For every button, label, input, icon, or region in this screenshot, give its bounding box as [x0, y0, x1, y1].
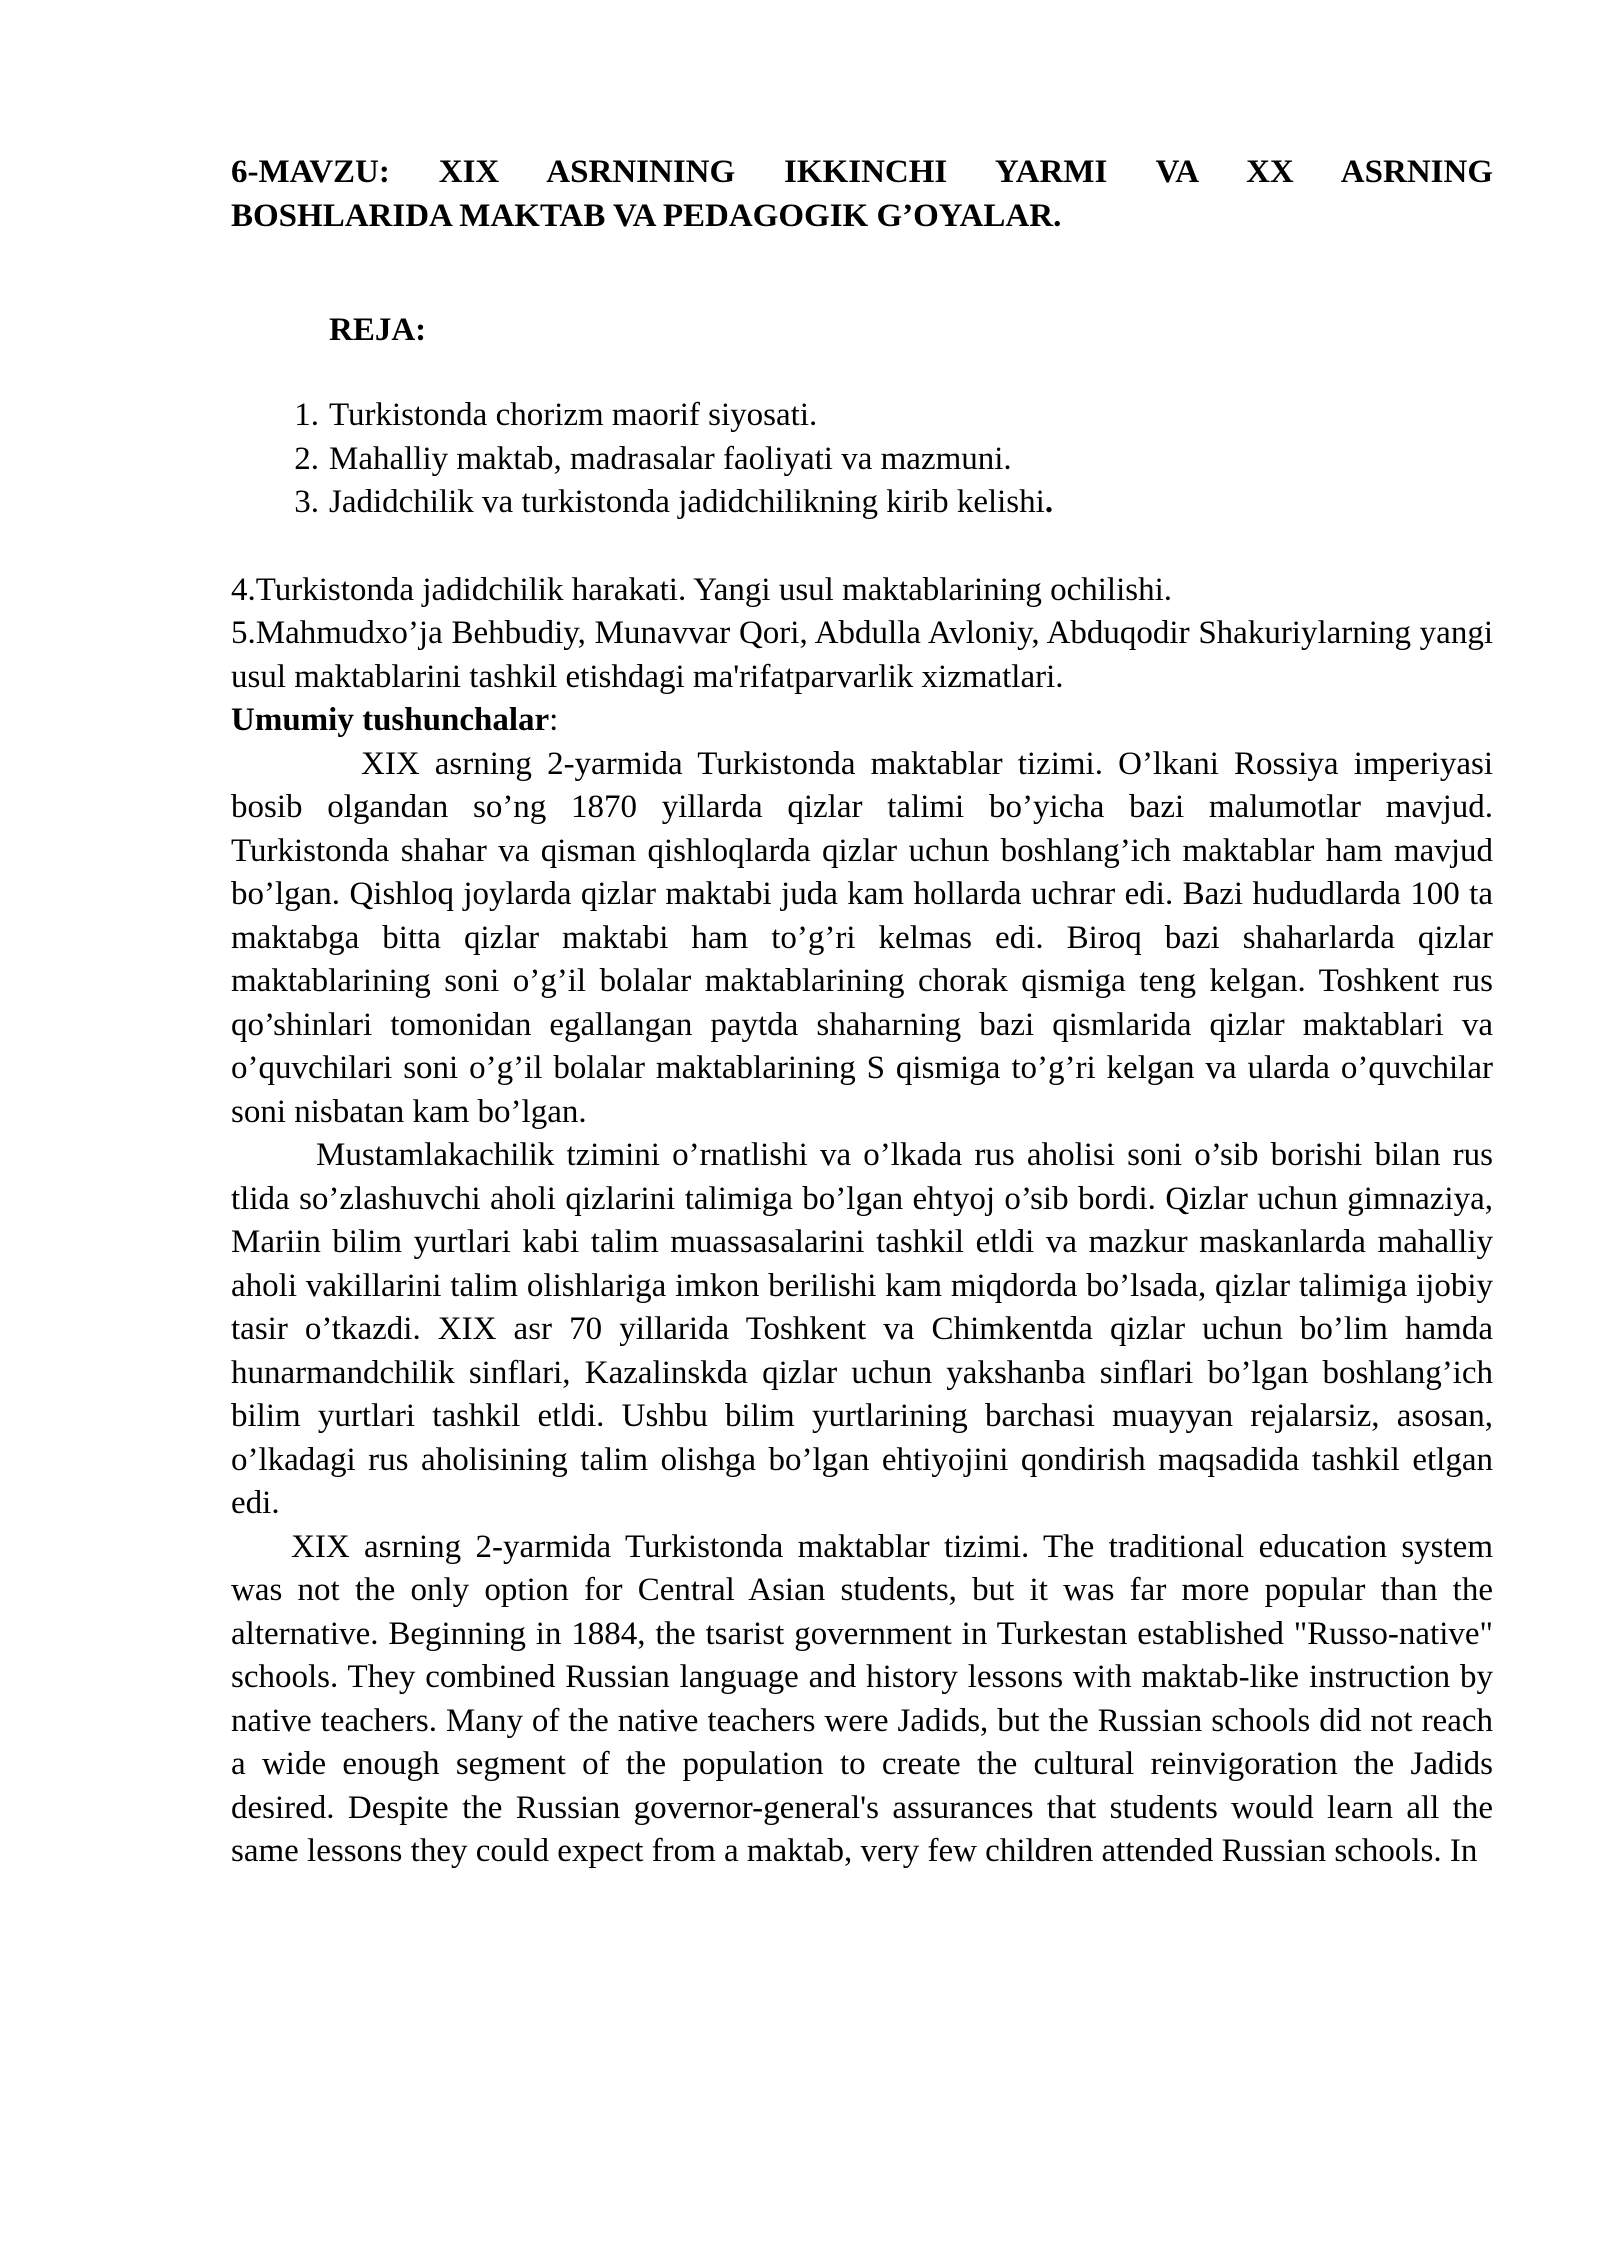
topic-title-line1: 6-MAVZU: XIX ASRNINING IKKINCHI YARMI VA XX ASRNING: [231, 154, 1493, 190]
plan-extra-items: [231, 569, 1493, 700]
body-paragraph-2: Mustamlakachilik tzimini o’rnatlishi va o’lkada rus aholisi soni o’sib borishi bilan rus tlida so’zlashuvchi aholi qizlarini talimiga bo’lgan ehtyoj o’sib bordi. Qizlar uchun gimnaziya, Mariin bilim yurtlari kabi talim muassasalarini tashkil etldi va mazkur maskanlarda mahalliy aholi vakillarini talim olishlariga imkon berilishi kam miqdorda bo’lsada, qizlar talimiga ijobiy tasir o’tkazdi. XIX asr 70 yillarida Toshkent va Chimkentda qizlar uchun bo’lim hamda hunarmandchilik sinflari, Kazalinskda qizlar uchun yakshanba sinflari bo’lgan boshlang’ich bilim yurtlari tashkil etldi. Ushbu bilim yurtlarining barchasi muayyan rejalarsiz, asosan, o’lkadagi rus aholisining talim olishga bo’lgan ehtiyojini qondirish maqsadida tashkil etlgan edi.: [231, 1137, 1493, 1521]
plan-item: [294, 394, 1493, 438]
plan-item-text: Mahalliy maktab, madrasalar faoliyati va mazmuni.: [329, 440, 1012, 477]
plan-item-bold-period: .: [1044, 484, 1054, 520]
document-content: [231, 150, 1493, 1874]
concepts-heading-text: Umumiy tushunchalar: [231, 702, 550, 738]
plan-item-text: Turkistonda chorizm maorif siyosati.: [329, 397, 818, 433]
body-paragraph-1: XIX asrning 2-yarmida Turkistonda maktablar tizimi. O’lkani Rossiya imperiyasi bosib olgandan so’ng 1870 yillarda qizlar talimi bo’yicha bazi malumotlar mavjud. Turkistonda shahar va qisman qishloqlarda qizlar uchun boshlang’ich maktablar ham mavjud bo’lgan. Qishloq joylarda qizlar maktabi juda kam hollarda uchrar edi. Bazi hududlarda 100 ta maktabga bitta qizlar maktabi ham to’g’ri kelmas edi. Biroq bazi shaharlarda qizlar maktablarining soni o’g’il bolalar maktablarining chorak qismiga teng kelgan. Toshkent rus qo’shinlari tomonidan egallangan paytda shaharning bazi qismlarida qizlar maktablari va o’quvchilari soni o’g’il bolalar maktablarining S qismiga to’g’ri kelgan va ularda o’quvchilar soni nisbatan kam bo’lgan.: [231, 745, 1493, 1130]
topic-title: [231, 150, 1493, 238]
concepts-heading-colon: :: [549, 702, 559, 738]
plan-heading: REJA:: [329, 312, 427, 348]
plan-item-number: 3.: [294, 484, 319, 520]
plan-item-text: Jadidchilik va turkistonda jadidchilikning kirib kelishi: [329, 484, 1045, 520]
plan-item-5: 5.Mahmudxo’ja Behbudiy, Munavvar Qori, Abdulla Avloniy, Abduqodir Shakuriylarning yangi usul maktablarini tashkil etishdagi ma'rifatparvarlik xizmatlari.: [231, 615, 1493, 695]
plan-item-number: 2.: [294, 440, 319, 477]
plan-item-4: 4.Turkistonda jadidchilik harakati. Yangi usul maktablarining ochilishi.: [231, 571, 1173, 608]
plan-list: [231, 394, 1493, 525]
plan-item-number: 1.: [294, 397, 319, 433]
plan-item: [294, 438, 1493, 482]
concepts-heading: [231, 699, 1493, 743]
topic-title-line2: BOSHLARIDA MAKTAB VA PEDAGOGIK G’OYALAR.: [231, 198, 1062, 234]
body-paragraph-3: XIX asrning 2-yarmida Turkistonda maktablar tizimi. The traditional education system was not the only option for Central Asian students, but it was far more popular than the alternative. Beginning in 1884, the tsarist government in Turkestan established "Russo-native" schools. They combined Russian language and history lessons with maktab-like instruction by native teachers. Many of the native teachers were Jadids, but the Russian schools did not reach a wide enough segment of the population to create the cultural reinvigoration the Jadids desired. Despite the Russian governor-general's assurances that students would learn all the same lessons they could expect from a maktab, very few children attended Russian schools. In: [231, 1528, 1493, 1869]
plan-item: [294, 481, 1493, 525]
